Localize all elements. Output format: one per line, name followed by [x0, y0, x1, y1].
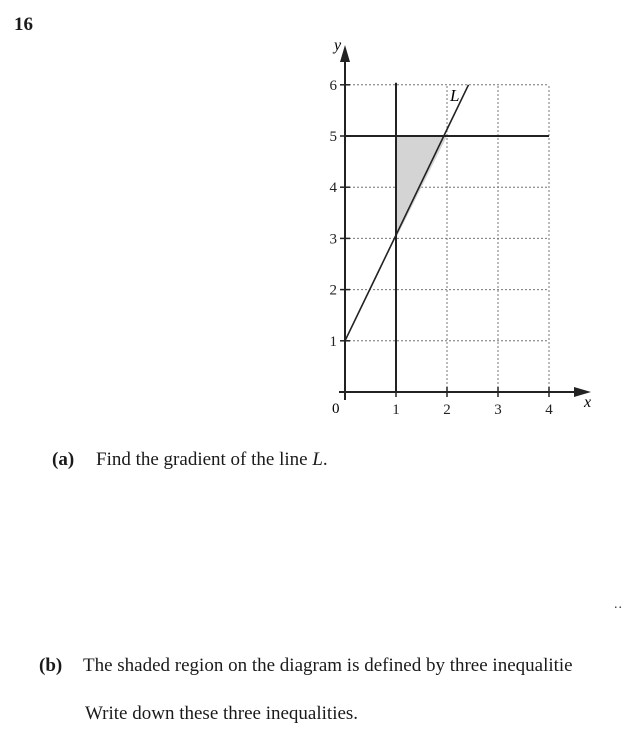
x-tick-label: 4	[545, 402, 553, 418]
y-axis-label: y	[334, 37, 342, 54]
x-tick-label: 3	[494, 402, 502, 418]
part-a-text: Find the gradient of the line	[96, 449, 313, 470]
x-axis-label: x	[584, 394, 592, 411]
part-a-label: (a)	[52, 449, 75, 470]
part-b-text: The shaded region on the diagram is defined by three inequalitie	[83, 655, 573, 676]
y-tick-labels	[330, 78, 338, 350]
x-tick-label: 2	[443, 402, 451, 418]
part-b-question	[39, 655, 573, 677]
x-tick-labels	[392, 402, 553, 418]
part-b-label: (b)	[39, 655, 63, 676]
y-tick-label: 2	[329, 282, 337, 299]
line-l-label: L	[450, 86, 460, 105]
y-tick-label: 4	[329, 180, 337, 197]
shaded-region	[396, 136, 447, 238]
part-a-question	[52, 449, 328, 471]
line-l	[345, 85, 469, 341]
x-tick-label: 1	[392, 402, 400, 418]
part-a-period: .	[322, 449, 328, 470]
part-a-variable: L	[312, 449, 323, 470]
question-number: 16	[14, 14, 33, 35]
y-tick-label: 6	[329, 77, 337, 94]
answer-dots: ..	[614, 597, 623, 612]
y-tick-label: 5	[329, 129, 337, 145]
y-axis-arrow	[340, 45, 350, 62]
axes	[339, 45, 591, 400]
y-tick-label: 1	[329, 333, 337, 350]
origin-label: 0	[332, 401, 340, 417]
part-b-instruction: Write down these three inequalities.	[85, 703, 359, 724]
y-tick-label: 3	[329, 231, 337, 248]
